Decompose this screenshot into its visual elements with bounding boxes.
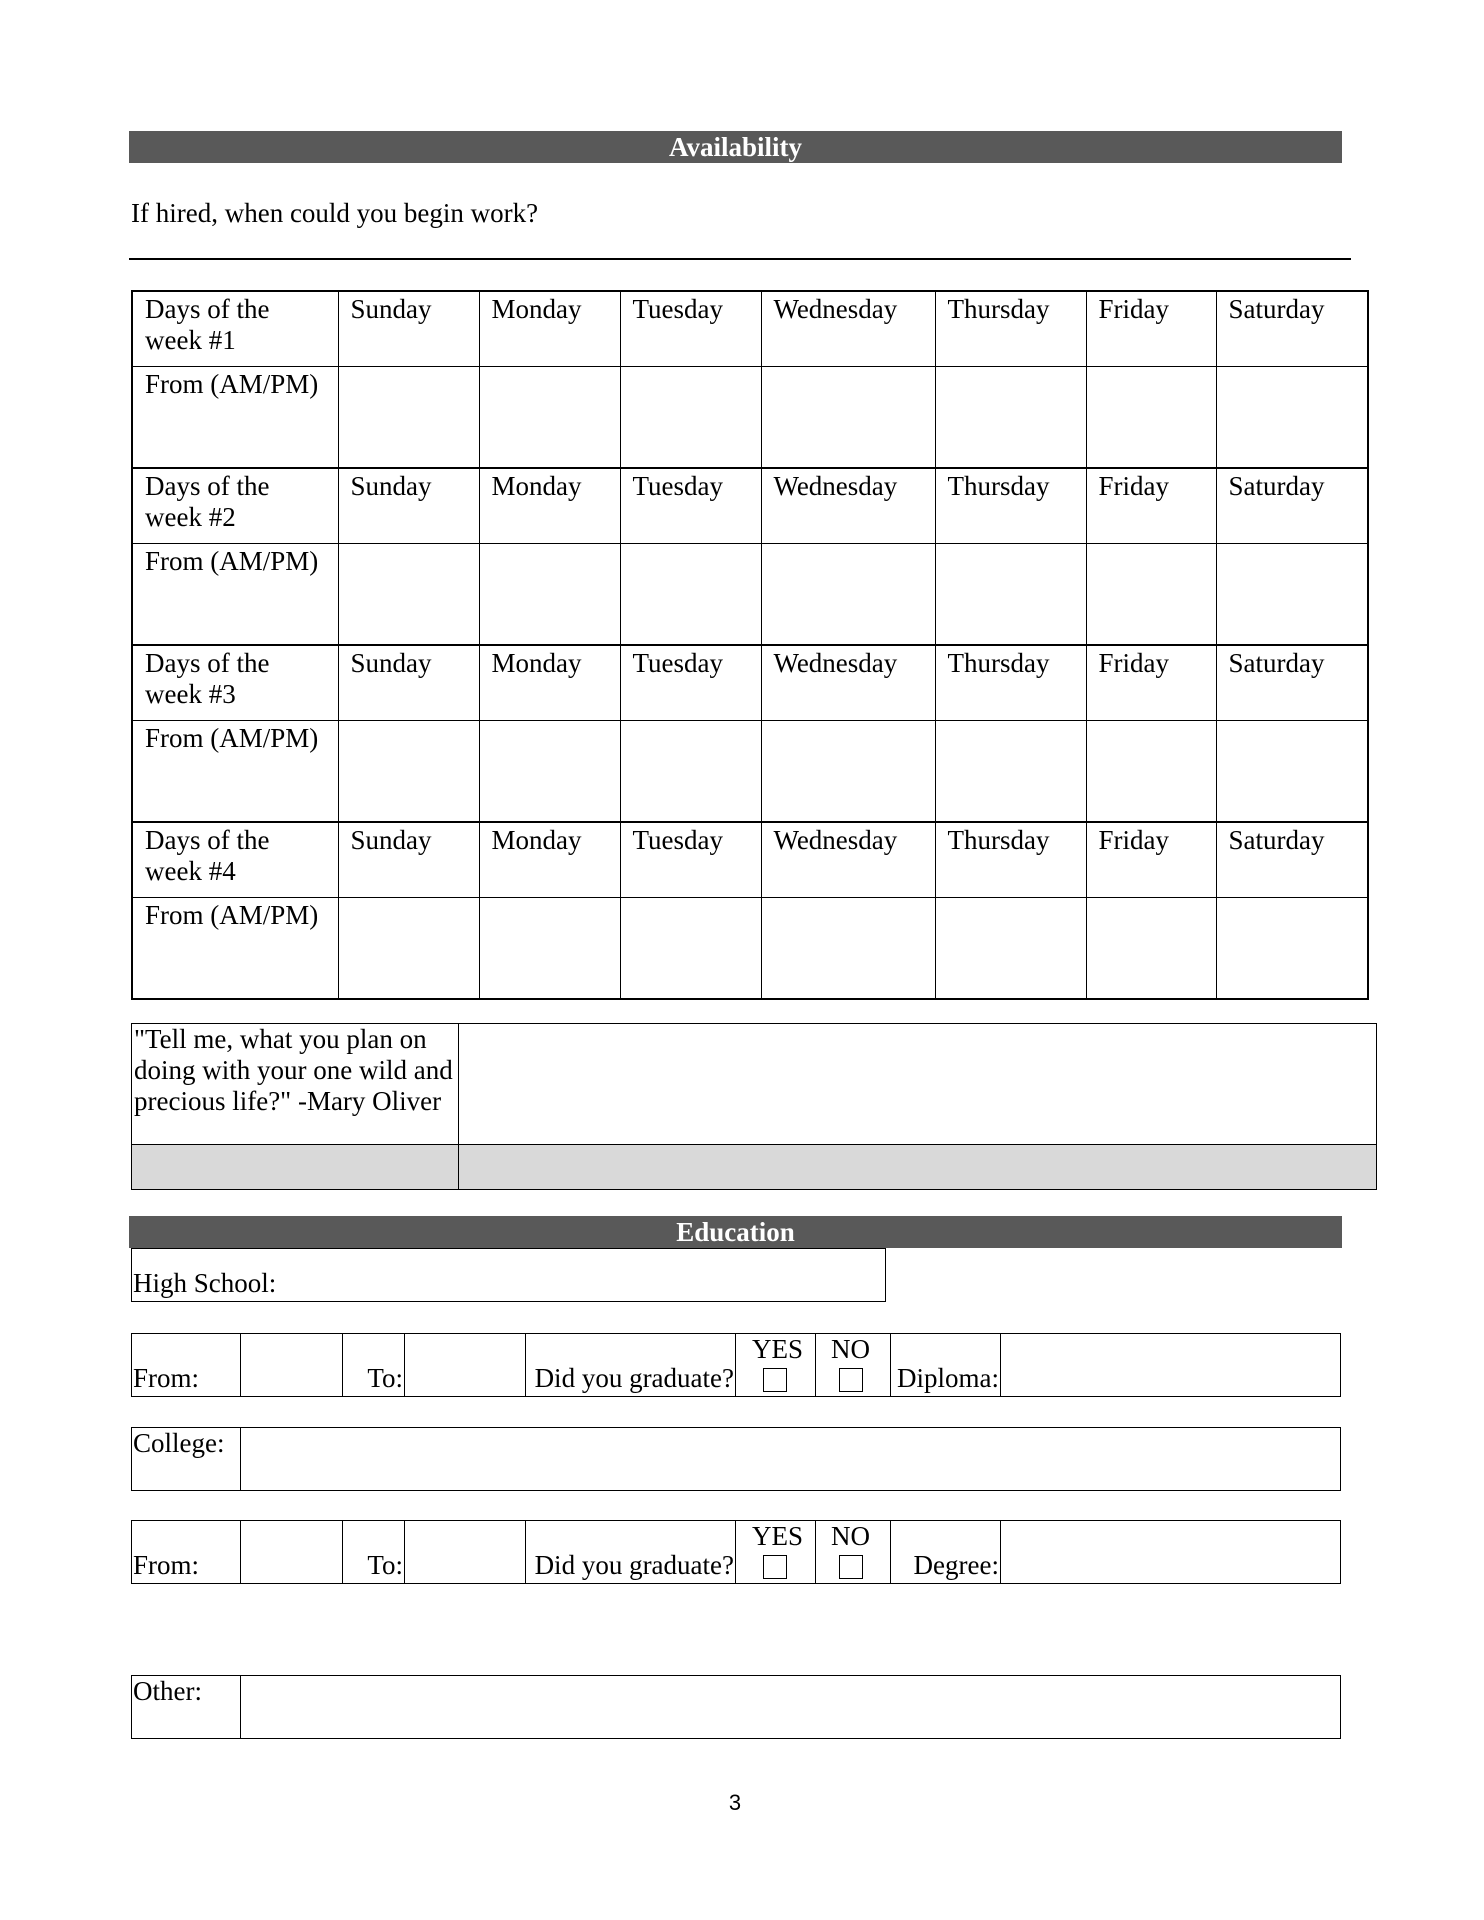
day-header-monday: Monday <box>479 645 620 721</box>
day-header-wednesday: Wednesday <box>761 291 935 367</box>
week-header-row <box>132 468 1368 544</box>
hs-from-label: From: <box>133 1363 200 1393</box>
from-label-cell: From (AM/PM) <box>132 367 338 469</box>
availability-table <box>131 290 1369 1000</box>
day-header-monday: Monday <box>479 822 620 898</box>
college-row <box>131 1427 1341 1491</box>
college-details-row <box>131 1520 1341 1584</box>
from-cell-thursday[interactable] <box>935 367 1086 469</box>
day-header-friday: Friday <box>1086 822 1216 898</box>
from-row <box>132 721 1368 823</box>
from-cell-friday[interactable] <box>1086 544 1216 646</box>
day-header-saturday: Saturday <box>1216 822 1368 898</box>
quote-gray-cell-left <box>132 1145 459 1190</box>
college-to-field[interactable] <box>405 1521 526 1583</box>
high-school-details-row <box>131 1333 1341 1397</box>
from-row <box>132 544 1368 646</box>
hs-diploma-label: Diploma: <box>897 1363 999 1393</box>
hs-to-label: To: <box>367 1363 403 1393</box>
from-cell-tuesday[interactable] <box>620 898 761 1000</box>
week-header-row <box>132 822 1368 898</box>
page-number: 3 <box>728 1790 742 1815</box>
hs-no-checkbox[interactable] <box>839 1368 863 1392</box>
day-header-sunday: Sunday <box>338 291 479 367</box>
other-label: Other: <box>133 1676 202 1706</box>
day-header-tuesday: Tuesday <box>620 822 761 898</box>
day-header-saturday: Saturday <box>1216 291 1368 367</box>
hs-yes-label: YES <box>752 1334 804 1364</box>
day-header-tuesday: Tuesday <box>620 291 761 367</box>
day-header-tuesday: Tuesday <box>620 468 761 544</box>
from-cell-sunday[interactable] <box>338 544 479 646</box>
from-cell-monday[interactable] <box>479 898 620 1000</box>
college-yes-label: YES <box>752 1521 804 1551</box>
week-label-cell: Days of the week #3 <box>132 645 338 721</box>
week-label-cell: Days of the week #2 <box>132 468 338 544</box>
day-header-thursday: Thursday <box>935 291 1086 367</box>
quote-gray-cell-right[interactable] <box>459 1145 1377 1190</box>
from-cell-monday[interactable] <box>479 367 620 469</box>
college-from-label: From: <box>133 1550 200 1580</box>
from-cell-tuesday[interactable] <box>620 544 761 646</box>
other-row <box>131 1675 1341 1739</box>
day-header-friday: Friday <box>1086 468 1216 544</box>
day-header-thursday: Thursday <box>935 468 1086 544</box>
from-cell-wednesday[interactable] <box>761 544 935 646</box>
from-cell-wednesday[interactable] <box>761 721 935 823</box>
from-cell-monday[interactable] <box>479 721 620 823</box>
begin-work-answer-line[interactable] <box>129 258 1351 260</box>
hs-graduate-label: Did you graduate? <box>534 1363 734 1393</box>
college-no-checkbox[interactable] <box>839 1555 863 1579</box>
from-cell-thursday[interactable] <box>935 898 1086 1000</box>
hs-from-field[interactable] <box>241 1334 343 1396</box>
college-graduate-label: Did you graduate? <box>534 1550 734 1580</box>
day-header-sunday: Sunday <box>338 468 479 544</box>
education-section-header: Education <box>129 1216 1342 1248</box>
day-header-thursday: Thursday <box>935 822 1086 898</box>
week-label-cell: Days of the week #4 <box>132 822 338 898</box>
day-header-wednesday: Wednesday <box>761 645 935 721</box>
hs-yes-checkbox[interactable] <box>763 1368 787 1392</box>
from-cell-thursday[interactable] <box>935 544 1086 646</box>
from-cell-sunday[interactable] <box>338 721 479 823</box>
from-cell-wednesday[interactable] <box>761 367 935 469</box>
quote-text: "Tell me, what you plan on doing with your one wild and precious life?" -Mary Oliver <box>134 1024 453 1116</box>
from-label-cell: From (AM/PM) <box>132 721 338 823</box>
day-header-friday: Friday <box>1086 645 1216 721</box>
day-header-wednesday: Wednesday <box>761 822 935 898</box>
high-school-field[interactable] <box>131 1248 886 1302</box>
hs-to-field[interactable] <box>405 1334 526 1396</box>
from-cell-monday[interactable] <box>479 544 620 646</box>
day-header-saturday: Saturday <box>1216 468 1368 544</box>
week-header-row <box>132 291 1368 367</box>
from-row <box>132 898 1368 1000</box>
from-cell-friday[interactable] <box>1086 367 1216 469</box>
college-to-label: To: <box>367 1550 403 1580</box>
from-cell-wednesday[interactable] <box>761 898 935 1000</box>
week-label-cell: Days of the week #1 <box>132 291 338 367</box>
from-label-cell: From (AM/PM) <box>132 898 338 1000</box>
day-header-sunday: Sunday <box>338 822 479 898</box>
quote-answer-field[interactable] <box>459 1024 1377 1145</box>
day-header-wednesday: Wednesday <box>761 468 935 544</box>
from-cell-sunday[interactable] <box>338 898 479 1000</box>
from-cell-friday[interactable] <box>1086 898 1216 1000</box>
from-cell-saturday[interactable] <box>1216 721 1368 823</box>
from-cell-sunday[interactable] <box>338 367 479 469</box>
from-row <box>132 367 1368 469</box>
hs-no-label: NO <box>831 1334 870 1364</box>
from-label-cell: From (AM/PM) <box>132 544 338 646</box>
day-header-sunday: Sunday <box>338 645 479 721</box>
college-degree-field[interactable] <box>1001 1521 1340 1583</box>
availability-section-header: Availability <box>129 131 1342 163</box>
college-degree-label: Degree: <box>913 1550 999 1580</box>
other-field[interactable] <box>241 1676 1340 1738</box>
college-no-label: NO <box>831 1521 870 1551</box>
from-cell-tuesday[interactable] <box>620 721 761 823</box>
college-yes-checkbox[interactable] <box>763 1555 787 1579</box>
from-cell-thursday[interactable] <box>935 721 1086 823</box>
quote-box <box>131 1023 1377 1190</box>
hs-diploma-field[interactable] <box>1001 1334 1340 1396</box>
from-cell-saturday[interactable] <box>1216 544 1368 646</box>
day-header-tuesday: Tuesday <box>620 645 761 721</box>
begin-work-question: If hired, when could you begin work? <box>131 198 539 228</box>
day-header-monday: Monday <box>479 291 620 367</box>
from-cell-friday[interactable] <box>1086 721 1216 823</box>
high-school-label: High School: <box>133 1268 277 1298</box>
week-header-row <box>132 645 1368 721</box>
day-header-saturday: Saturday <box>1216 645 1368 721</box>
day-header-thursday: Thursday <box>935 645 1086 721</box>
college-field[interactable] <box>241 1428 1340 1490</box>
from-cell-saturday[interactable] <box>1216 898 1368 1000</box>
from-cell-tuesday[interactable] <box>620 367 761 469</box>
day-header-monday: Monday <box>479 468 620 544</box>
college-from-field[interactable] <box>241 1521 343 1583</box>
from-cell-saturday[interactable] <box>1216 367 1368 469</box>
college-label: College: <box>133 1428 225 1458</box>
day-header-friday: Friday <box>1086 291 1216 367</box>
